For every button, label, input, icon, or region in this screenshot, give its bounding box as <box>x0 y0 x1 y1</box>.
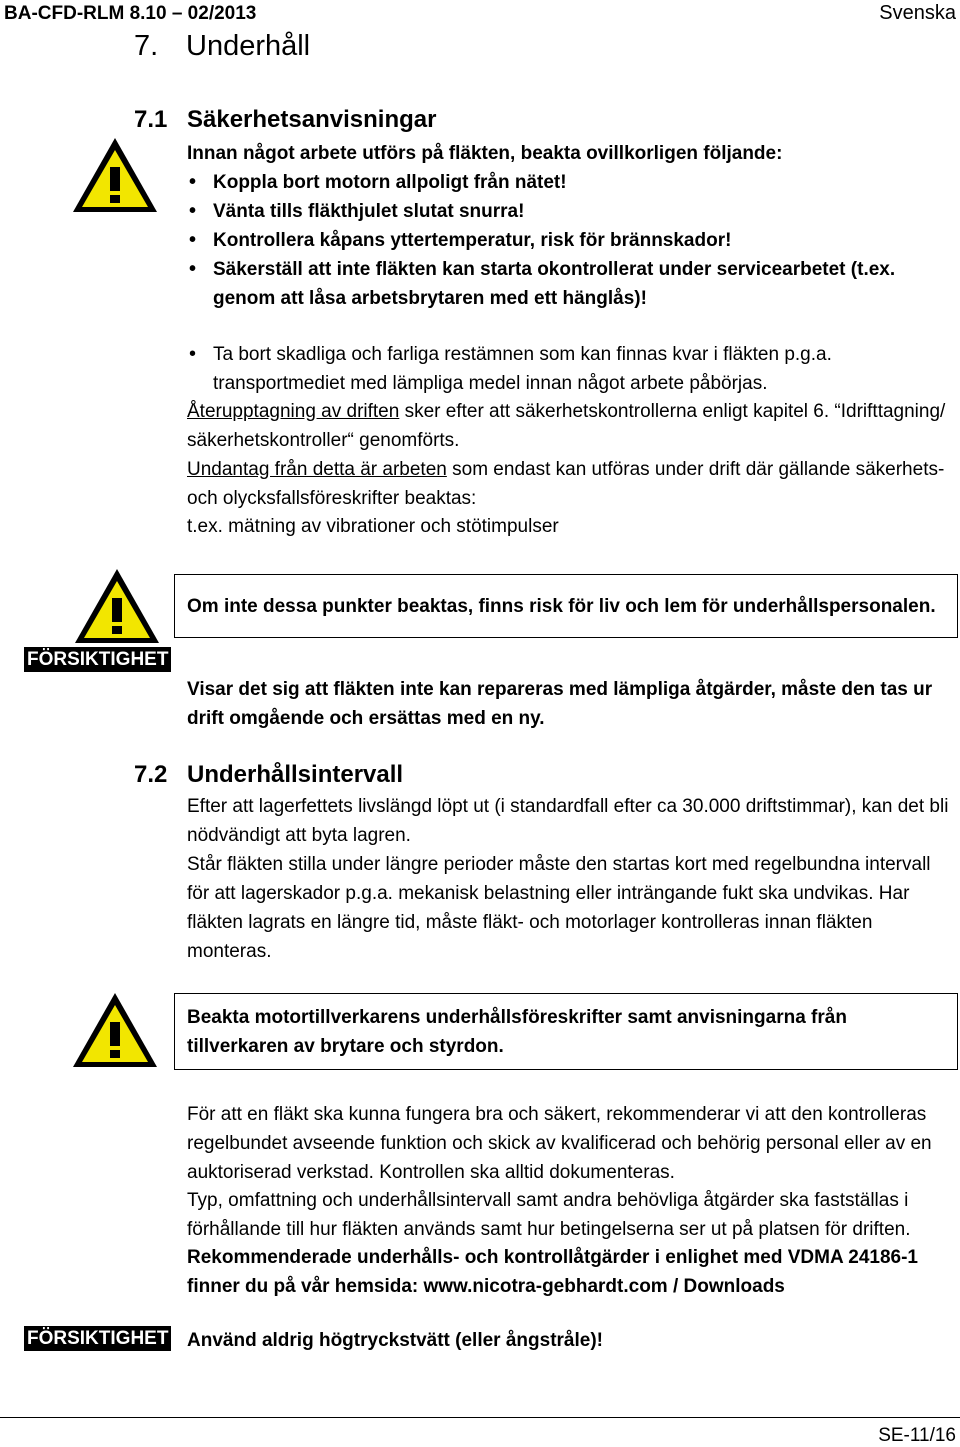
exception-text: som endast kan utföras under drift där gällande säkerhets- och olycksfallsföreskrifter beaktas: <box>187 459 945 509</box>
recommendation-paragraph: Rekommenderade underhålls- och kontrollåtgärder i enlighet med VDMA 24186-1 finner du på vår hemsida: www.nicotra-gebhardt.com / Downloads <box>187 1247 918 1297</box>
warning-triangle-icon <box>70 135 160 215</box>
exception-underlined-text: Undantag från detta är arbeten <box>187 459 447 480</box>
caution-label: FÖRSIKTIGHET <box>24 1326 171 1351</box>
safety-bullet-list <box>187 168 947 313</box>
warning-box-text: Beakta motortillverkarens underhållsföreskrifter samt anvisningarna från tillverkaren av brytare och styrdon. <box>187 1007 847 1057</box>
section-7-2-title: Underhållsintervall <box>187 761 404 788</box>
caution-label: FÖRSIKTIGHET <box>24 647 171 672</box>
restart-underlined-text: Återupptagning av driften <box>187 401 400 422</box>
bearing-paragraph: Efter att lagerfettets livslängd löpt ut (i standardfall efter ca 30.000 driftstimmar), kan det bli nödvändigt att byta lagren. <box>187 796 949 846</box>
section-7-1-heading <box>134 106 436 134</box>
caution-text: Använd aldrig högtryckstvätt (eller ångstråle)! <box>187 1330 603 1351</box>
restart-text: sker efter att säkerhetskontrollerna enligt kapitel 6. “Idrifttagning/ säkerhetskontroller“ genomförts. <box>187 401 946 451</box>
document-id: BA-CFD-RLM 8.10 – 02/2013 <box>4 3 257 24</box>
list-item: • Kontrollera kåpans yttertemperatur, risk för brännskador! <box>187 226 947 255</box>
restart-paragraph <box>187 397 947 455</box>
standstill-paragraph: Står fläkten stilla under längre perioder måste den startas kort med regelbundna intervall för att lagerskador p.g.a. mekanisk belastning eller inträngande fukt ska undvikas. Har fläkten lagrats en längre tid, måste fläkt- och motorlager kontrolleras innan fläkten monteras. <box>187 854 931 962</box>
footer-divider <box>0 1417 960 1418</box>
exception-example: t.ex. mätning av vibrationer och stötimpulser <box>187 516 559 537</box>
list-item: • Ta bort skadliga och farliga restämnen som kan finnas kvar i fläkten p.g.a. transportmediet med lämpliga medel innan något arbete påbörjas. <box>187 340 947 398</box>
language-label: Svenska <box>879 2 956 24</box>
inspection-paragraph: För att en fläkt ska kunna fungera bra och säkert, rekommenderar vi att den kontrolleras regelbundet avseende funktion och skick av kvalificerad och behörig personal eller av en auktoriserad verkstad. Kontrollen ska alltid dokumenteras. <box>187 1104 932 1183</box>
warning-box-text: Om inte dessa punkter beaktas, finns risk för liv och lem för underhållspersonalen. <box>187 596 936 617</box>
chapter-heading <box>134 30 310 63</box>
section-7-2-heading <box>134 761 403 789</box>
section-7-1-intro: Innan något arbete utförs på fläkten, beakta ovillkorligen följande: <box>187 143 783 164</box>
list-item: • Vänta tills fläkthjulet slutat snurra! <box>187 197 947 226</box>
list-item: • Koppla bort motorn allpoligt från nätet! <box>187 168 947 197</box>
section-7-2-number: 7.2 <box>134 761 168 788</box>
page-number: SE-11/16 <box>878 1425 956 1446</box>
residue-bullet-list <box>187 340 947 398</box>
warning-triangle-icon <box>72 566 162 646</box>
caution-text: Visar det sig att fläkten inte kan repareras med lämpliga åtgärder, måste den tas ur drift omgående och ersättas med en ny. <box>187 679 933 729</box>
chapter-number: 7. <box>134 30 159 62</box>
exception-paragraph <box>187 455 947 513</box>
scope-paragraph: Typ, omfattning och underhållsintervall samt andra behövliga åtgärder ska fastställas i förhållande till hur fläkten används samt hur betingelserna ser ut på platsen för driften. <box>187 1190 911 1240</box>
warning-triangle-icon <box>70 990 160 1070</box>
list-item: • Säkerställ att inte fläkten kan starta okontrollerat under servicearbetet (t.ex. genom att låsa arbetsbrytaren med ett hänglås)! <box>187 255 947 313</box>
chapter-title: Underhåll <box>186 30 311 62</box>
section-7-1-title: Säkerhetsanvisningar <box>187 106 437 133</box>
section-7-1-number: 7.1 <box>134 106 168 133</box>
